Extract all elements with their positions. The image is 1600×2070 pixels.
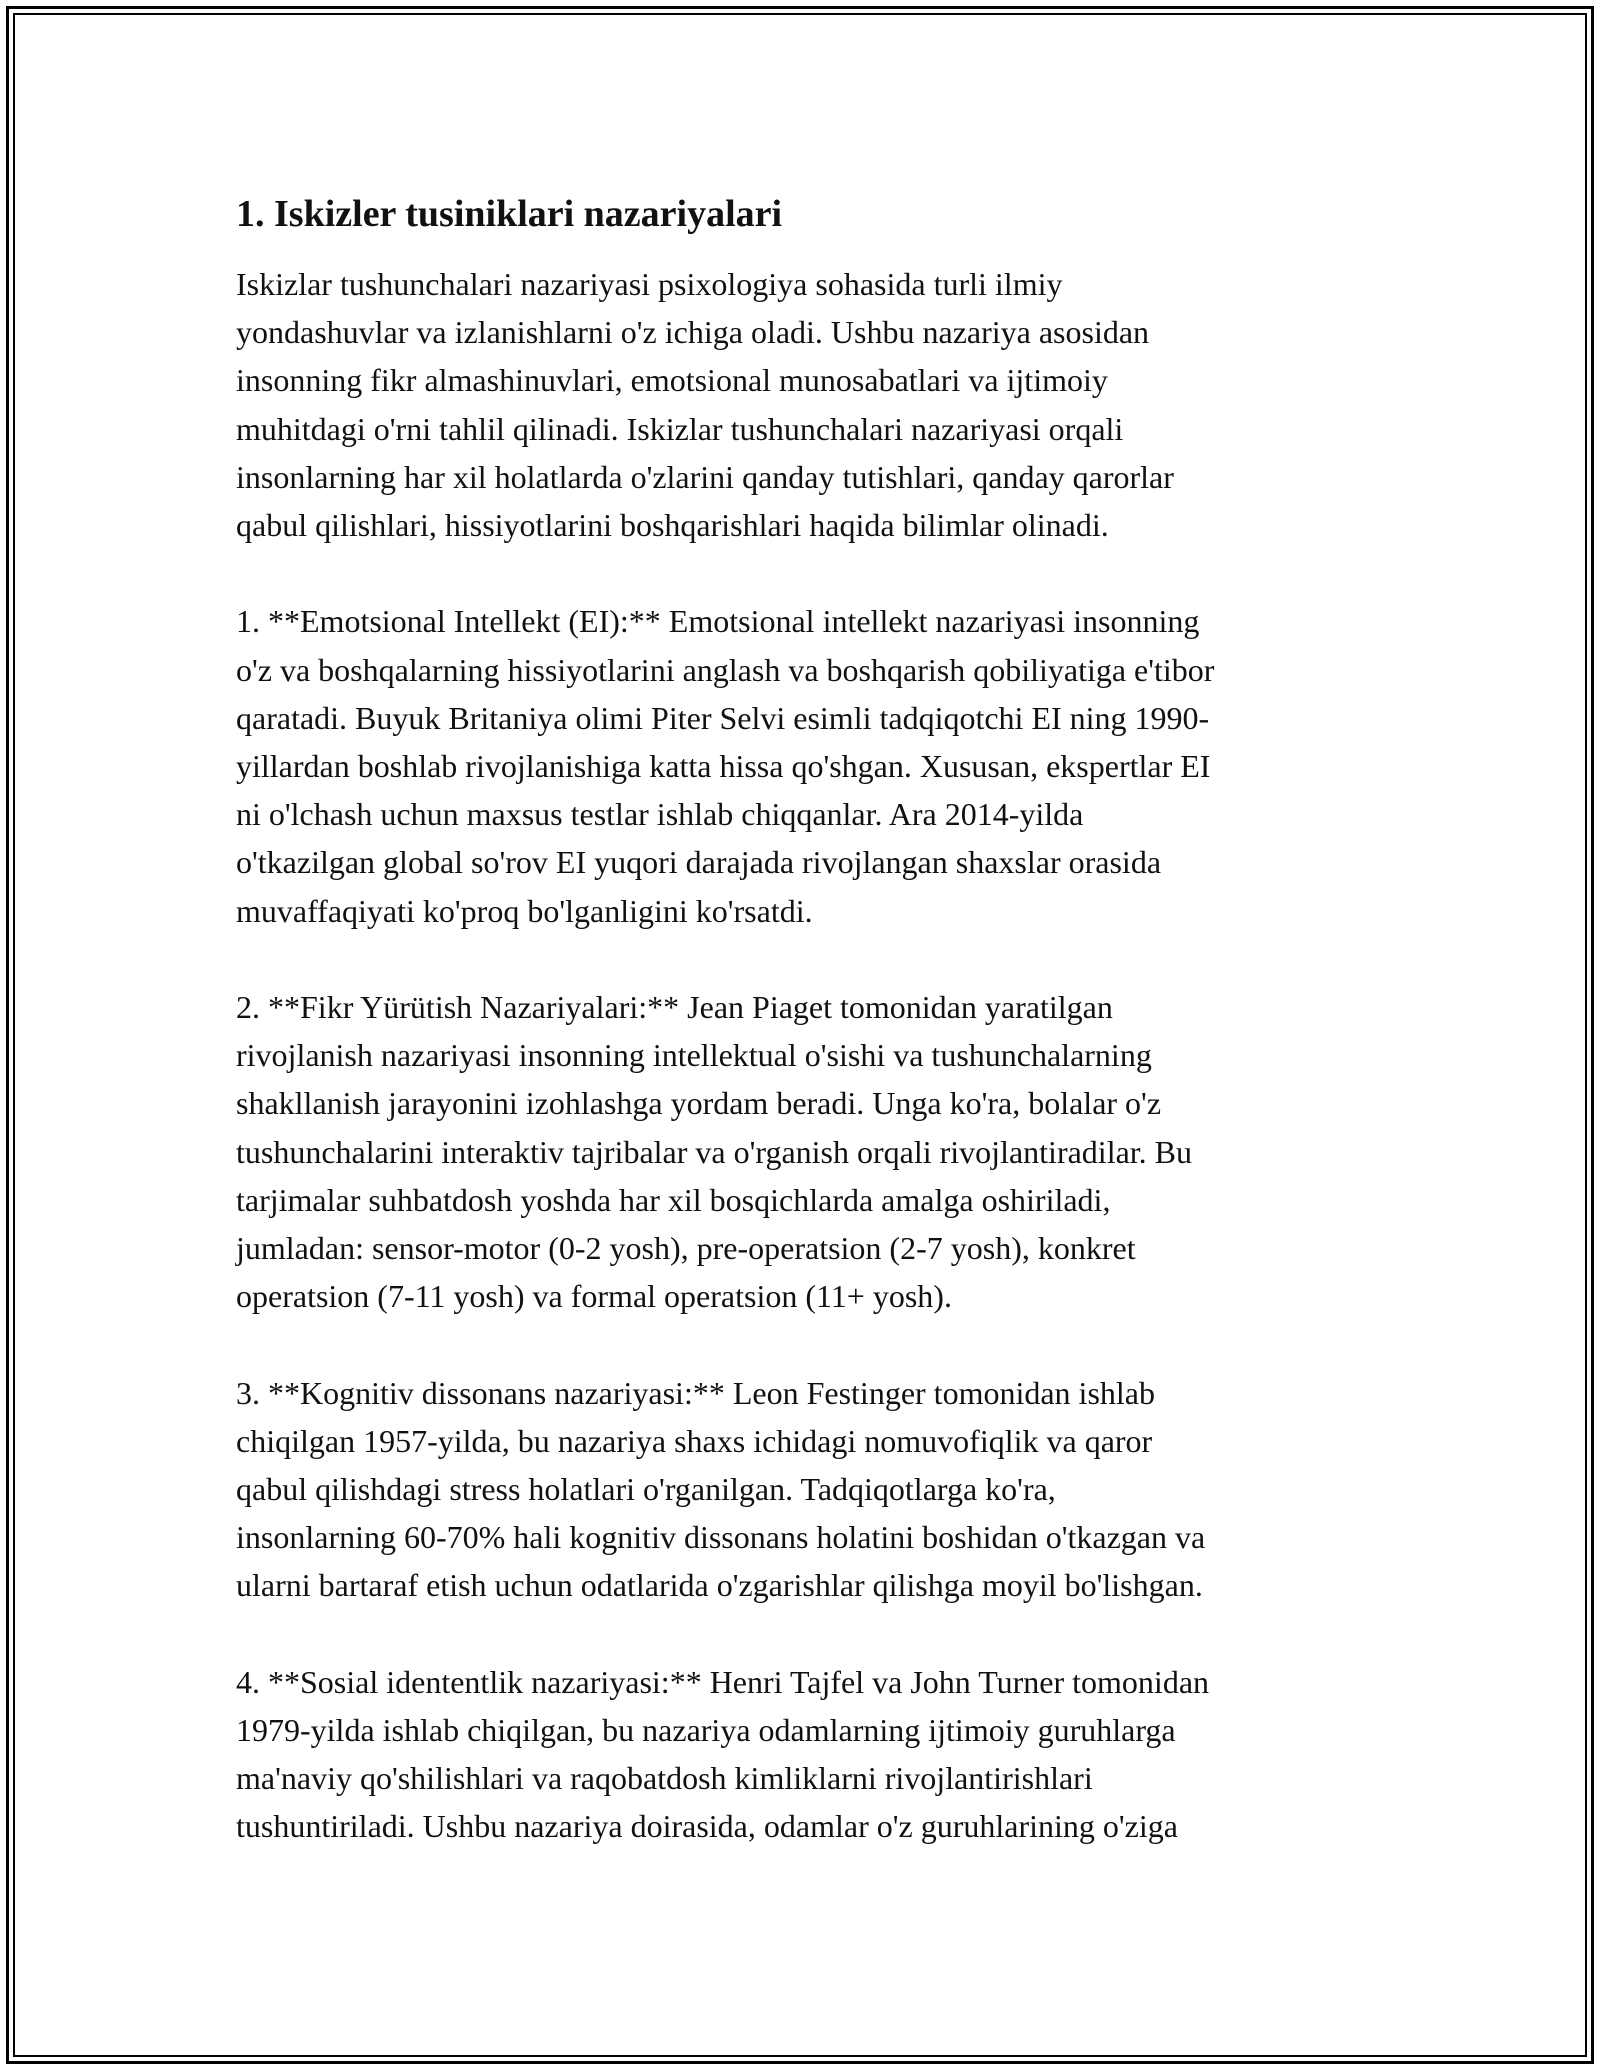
- text-line: o'tkazilgan global so'rov EI yuqori darajada rivojlangan shaxslar orasida: [236, 844, 1162, 881]
- text-line: operatsion (7-11 yosh) va formal operatsion (11+ yosh).: [236, 1278, 952, 1315]
- paragraph-item-3: [236, 1369, 1366, 1610]
- document-title: 1. Iskizler tusiniklari nazariyalari: [236, 193, 783, 235]
- text-line: tushunchalarini interaktiv tajribalar va o'rganish orqali rivojlantiradilar. Bu: [236, 1133, 1193, 1170]
- text-line: shakllanish jarayonini izohlashga yordam beradi. Unga ko'ra, bolalar o'z: [236, 1085, 1162, 1122]
- text-line: qabul qilishdagi stress holatlari o'rganilgan. Tadqiqotlarga ko'ra,: [236, 1471, 1056, 1508]
- text-line: ularni bartaraf etish uchun odatlarida o'zgarishlar qilishga moyil bo'lishgan.: [236, 1567, 1203, 1604]
- text-line: rivojlanish nazariyasi insonning intellektual o'sishi va tushunchalarning: [236, 1037, 1152, 1074]
- text-line: ni o'lchash uchun maxsus testlar ishlab chiqqanlar. Ara 2014-yilda: [236, 796, 1084, 833]
- text-line: muhitdagi o'rni tahlil qilinadi. Iskizlar tushunchalari nazariyasi orqali: [236, 410, 1124, 447]
- text-line: muvaffaqiyati ko'proq bo'lganligini ko'rsatdi.: [236, 892, 813, 929]
- text-line: o'z va boshqalarning hissiyotlarini anglash va boshqarish qobiliyatiga e'tibor: [236, 651, 1215, 688]
- document-body: [236, 190, 1366, 1851]
- text-line: 1979-yilda ishlab chiqilgan, bu nazariya odamlarning ijtimoiy guruhlarga: [236, 1712, 1176, 1749]
- text-line: 3. **Kognitiv dissonans nazariyasi:** Leon Festinger tomonidan ishlab: [236, 1374, 1155, 1411]
- paragraph-item-4: [236, 1658, 1366, 1851]
- text-line: 1. **Emotsional Intellekt (EI):** Emotsional intellekt nazariyasi insonning: [236, 603, 1200, 640]
- text-line: insonning fikr almashinuvlari, emotsional munosabatlari va ijtimoiy: [236, 362, 1108, 399]
- text-line: 2. **Fikr Yürütish Nazariyalari:** Jean Piaget tomonidan yaratilgan: [236, 989, 1113, 1026]
- text-line: tarjimalar suhbatdosh yoshda har xil bosqichlarda amalga oshiriladi,: [236, 1181, 1111, 1218]
- paragraph-item-1: [236, 597, 1366, 934]
- text-line: 4. **Sosial idententlik nazariyasi:** Henri Tajfel va John Turner tomonidan: [236, 1663, 1210, 1700]
- text-line: qabul qilishlari, hissiyotlarini boshqarishlari haqida bilimlar olinadi.: [236, 507, 1109, 544]
- text-line: insonlarning har xil holatlarda o'zlarini qanday tutishlari, qanday qarorlar: [236, 458, 1174, 495]
- text-line: insonlarning 60-70% hali kognitiv dissonans holatini boshidan o'tkazgan va: [236, 1519, 1206, 1556]
- paragraph-intro: [236, 260, 1366, 549]
- text-line: qaratadi. Buyuk Britaniya olimi Piter Selvi esimli tadqiqotchi EI ning 1990-: [236, 699, 1210, 736]
- text-line: ma'naviy qo'shilishlari va raqobatdosh kimliklarni rivojlantirishlari: [236, 1760, 1093, 1797]
- paragraph-item-2: [236, 983, 1366, 1320]
- text-line: tushuntiriladi. Ushbu nazariya doirasida, odamlar o'z guruhlarining o'ziga: [236, 1808, 1178, 1845]
- text-line: yillardan boshlab rivojlanishiga katta hissa qo'shgan. Xususan, ekspertlar EI: [236, 748, 1211, 785]
- text-line: yondashuvlar va izlanishlarni o'z ichiga oladi. Ushbu nazariya asosidan: [236, 314, 1150, 351]
- text-line: Iskizlar tushunchalari nazariyasi psixologiya sohasida turli ilmiy: [236, 266, 1063, 302]
- text-line: chiqilgan 1957-yilda, bu nazariya shaxs ichidagi nomuvofiqlik va qaror: [236, 1422, 1153, 1459]
- text-line: jumladan: sensor-motor (0-2 yosh), pre-operatsion (2-7 yosh), konkret: [236, 1230, 1136, 1267]
